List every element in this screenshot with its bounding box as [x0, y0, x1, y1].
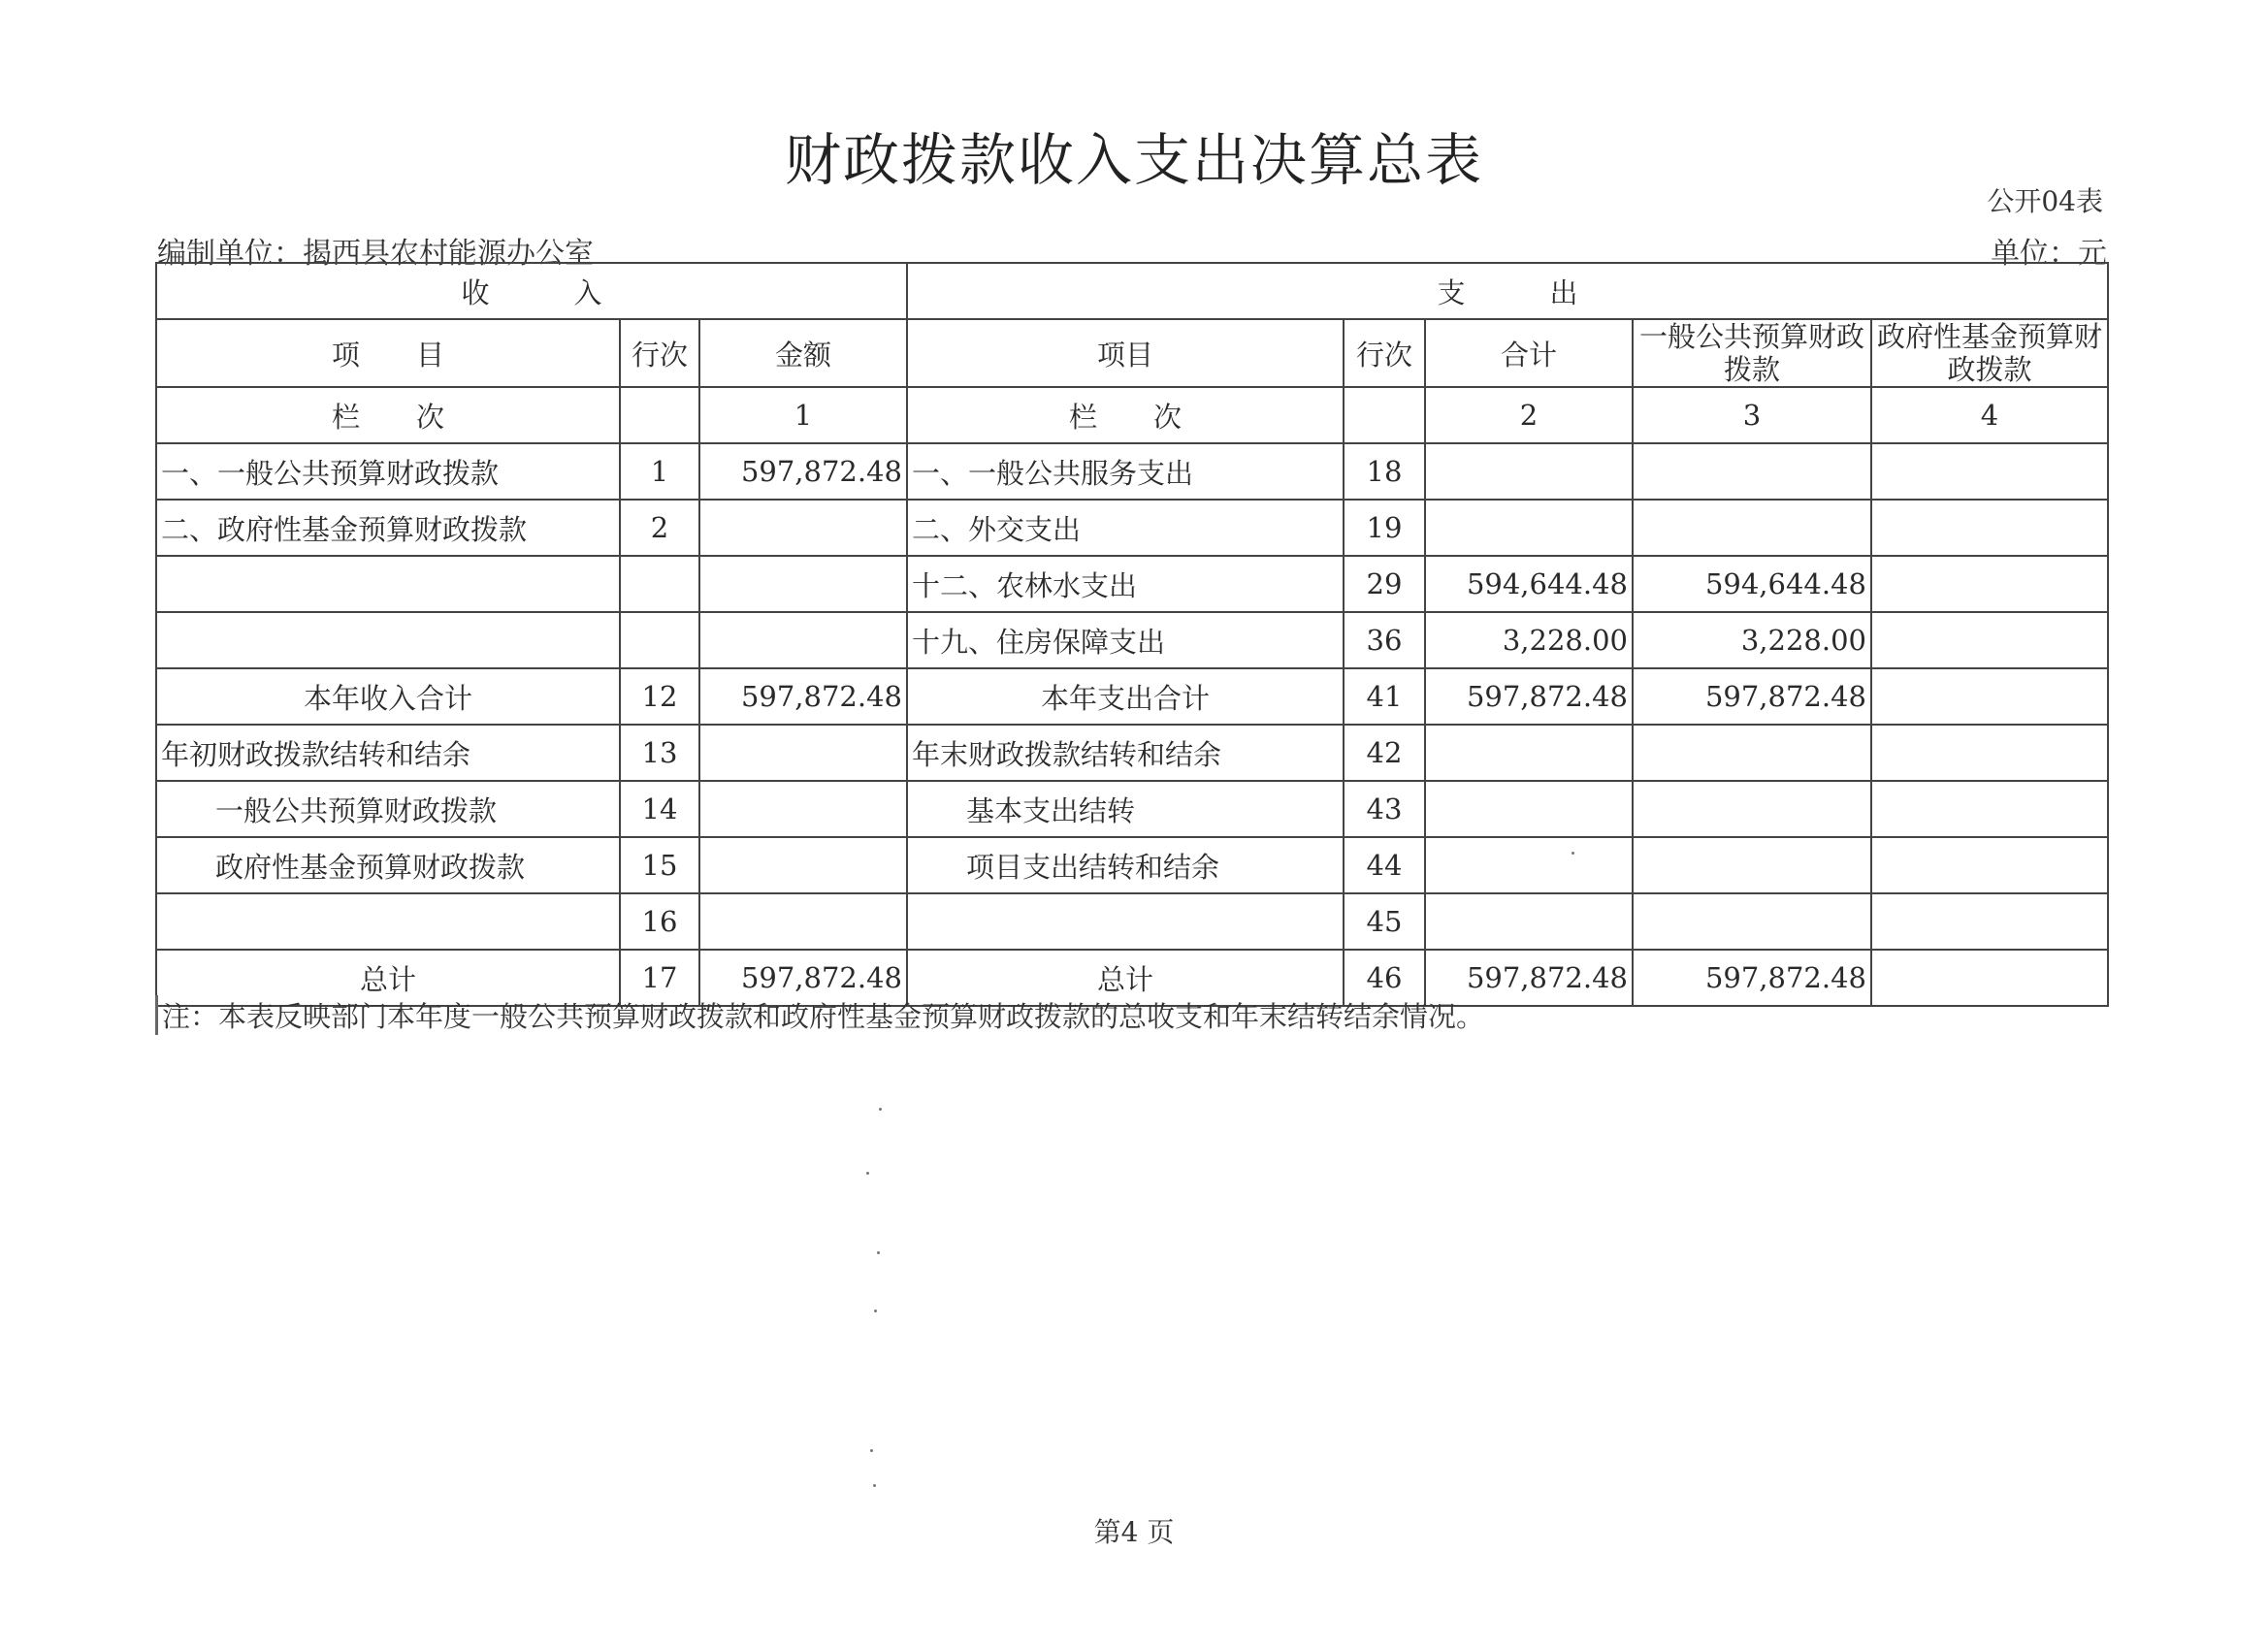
column-index-2: 2: [1425, 387, 1633, 443]
income-amount: [699, 725, 907, 781]
income-line: 15: [620, 837, 699, 893]
expense-fund: [1871, 781, 2108, 837]
expense-fund: [1871, 500, 2108, 556]
income-amount: 597,872.48: [699, 950, 907, 1006]
header-income-item: 项 目: [156, 319, 620, 387]
expense-fund: [1871, 725, 2108, 781]
table-row: [156, 725, 2108, 781]
document-title: 财政拨款收入支出决算总表: [784, 127, 1483, 193]
expense-fund: [1871, 668, 2108, 725]
currency-unit: 单位：元: [1991, 237, 2107, 271]
expense-general: 594,644.48: [1633, 556, 1871, 612]
income-amount: [699, 781, 907, 837]
expense-general: [1633, 893, 1871, 950]
column-index-blank: [1344, 387, 1425, 443]
income-amount: 597,872.48: [699, 443, 907, 500]
income-item: [156, 556, 620, 612]
expense-line: 36: [1344, 612, 1425, 668]
income-section-header: 收 入: [156, 263, 907, 319]
header-expense-fund: 政府性基金预算财政拨款: [1871, 319, 2108, 387]
table-row: [156, 893, 2108, 950]
expense-line: 43: [1344, 781, 1425, 837]
income-line: [620, 612, 699, 668]
expense-general: [1633, 837, 1871, 893]
expense-total: [1425, 837, 1633, 893]
income-item: 年初财政拨款结转和结余: [156, 725, 620, 781]
scan-speck: [1571, 852, 1574, 855]
expense-line: 41: [1344, 668, 1425, 725]
expense-line: 42: [1344, 725, 1425, 781]
income-amount: [699, 893, 907, 950]
table-row: [156, 668, 2108, 725]
expense-item: [907, 893, 1344, 950]
expense-general: [1633, 781, 1871, 837]
expense-total: 597,872.48: [1425, 950, 1633, 1006]
column-index-1: 1: [699, 387, 907, 443]
expense-total: [1425, 781, 1633, 837]
income-grand-total-label: 总计: [156, 950, 620, 1006]
expense-item: 年末财政拨款结转和结余: [907, 725, 1344, 781]
income-line: 2: [620, 500, 699, 556]
expense-line: 19: [1344, 500, 1425, 556]
expense-total: 594,644.48: [1425, 556, 1633, 612]
expense-section-header: 支 出: [907, 263, 2108, 319]
expense-subtotal-label: 本年支出合计: [907, 668, 1344, 725]
income-amount: [699, 612, 907, 668]
income-line: [620, 556, 699, 612]
header-expense-item: 项目: [907, 319, 1344, 387]
header-expense-total: 合计: [1425, 319, 1633, 387]
income-line: 1: [620, 443, 699, 500]
expense-general: [1633, 500, 1871, 556]
expense-total: [1425, 893, 1633, 950]
income-item: 二、政府性基金预算财政拨款: [156, 500, 620, 556]
income-item: 政府性基金预算财政拨款: [156, 837, 620, 893]
expense-fund: [1871, 612, 2108, 668]
income-amount: [699, 500, 907, 556]
income-line: 12: [620, 668, 699, 725]
income-item: 一般公共预算财政拨款: [156, 781, 620, 837]
income-line: 17: [620, 950, 699, 1006]
scan-speck: [879, 1108, 882, 1111]
expense-line: 45: [1344, 893, 1425, 950]
expense-total: 3,228.00: [1425, 612, 1633, 668]
income-item: [156, 612, 620, 668]
compiler-unit: 编制单位：揭西县农村能源办公室: [157, 237, 594, 271]
table-note: 注：本表反映部门本年度一般公共预算财政拨款和政府性基金预算财政拨款的总收支和年末结转结余情况。: [155, 995, 1484, 1035]
header-income-line: 行次: [620, 319, 699, 387]
expense-item: 十二、农林水支出: [907, 556, 1344, 612]
expense-item: 十九、住房保障支出: [907, 612, 1344, 668]
column-header-row: [156, 319, 2108, 387]
column-index-row: [156, 387, 2108, 443]
expense-total: [1425, 725, 1633, 781]
page-number: 第4 页: [1093, 1516, 1175, 1548]
expense-total: [1425, 443, 1633, 500]
column-index-blank: [620, 387, 699, 443]
expense-general: 3,228.00: [1633, 612, 1871, 668]
expense-fund: [1871, 556, 2108, 612]
scan-speck: [866, 1172, 869, 1175]
section-header-row: [156, 263, 2108, 319]
scan-speck: [873, 1484, 876, 1487]
expense-item: 一、一般公共服务支出: [907, 443, 1344, 500]
expense-grand-total-label: 总计: [907, 950, 1344, 1006]
expense-item: 项目支出结转和结余: [907, 837, 1344, 893]
expense-total: [1425, 500, 1633, 556]
expense-general: [1633, 725, 1871, 781]
income-line: 14: [620, 781, 699, 837]
income-item: [156, 893, 620, 950]
expense-fund: [1871, 950, 2108, 1006]
table-row: [156, 837, 2108, 893]
income-amount: 597,872.48: [699, 668, 907, 725]
expense-general: 597,872.48: [1633, 668, 1871, 725]
expense-general: 597,872.48: [1633, 950, 1871, 1006]
table-row: [156, 556, 2108, 612]
header-income-amount: 金额: [699, 319, 907, 387]
income-item: 一、一般公共预算财政拨款: [156, 443, 620, 500]
expense-item: 基本支出结转: [907, 781, 1344, 837]
form-code: 公开04表: [1987, 185, 2103, 217]
expense-fund: [1871, 443, 2108, 500]
expense-line: 29: [1344, 556, 1425, 612]
expense-item: 二、外交支出: [907, 500, 1344, 556]
income-line: 13: [620, 725, 699, 781]
header-expense-line: 行次: [1344, 319, 1425, 387]
table-row: [156, 612, 2108, 668]
table-row: [156, 781, 2108, 837]
expense-fund: [1871, 893, 2108, 950]
column-index-4: 4: [1871, 387, 2108, 443]
scan-speck: [870, 1449, 873, 1452]
expense-total: 597,872.48: [1425, 668, 1633, 725]
income-subtotal-label: 本年收入合计: [156, 668, 620, 725]
expense-line: 18: [1344, 443, 1425, 500]
table-row: [156, 500, 2108, 556]
expense-fund: [1871, 837, 2108, 893]
column-index-label-left: 栏 次: [156, 387, 620, 443]
income-amount: [699, 837, 907, 893]
expense-line: 46: [1344, 950, 1425, 1006]
table-row: [156, 443, 2108, 500]
income-line: 16: [620, 893, 699, 950]
column-index-label-right: 栏 次: [907, 387, 1344, 443]
settlement-table: [155, 262, 2109, 1007]
expense-general: [1633, 443, 1871, 500]
scan-speck: [877, 1251, 880, 1254]
header-expense-general: 一般公共预算财政拨款: [1633, 319, 1871, 387]
income-amount: [699, 556, 907, 612]
column-index-3: 3: [1633, 387, 1871, 443]
scan-speck: [874, 1310, 877, 1312]
expense-line: 44: [1344, 837, 1425, 893]
